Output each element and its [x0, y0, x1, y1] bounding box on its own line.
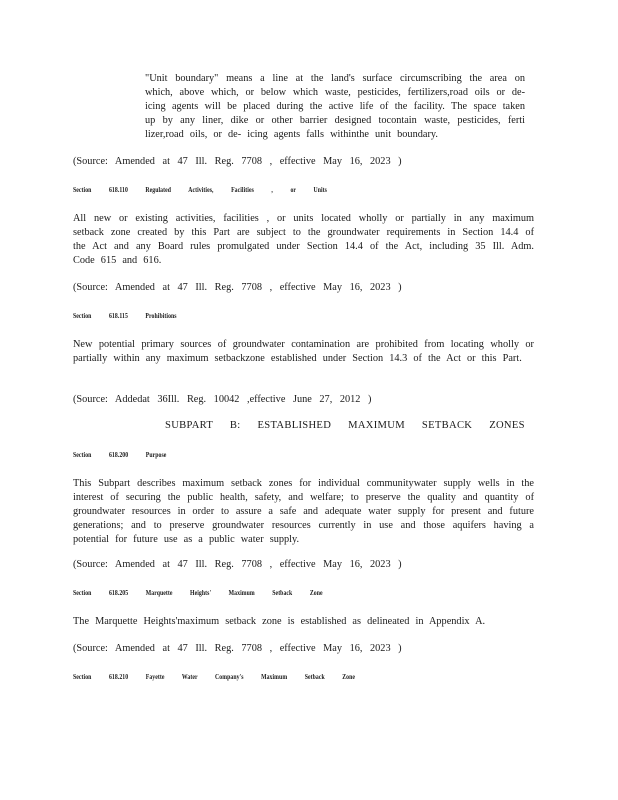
- section-heading-618-110: Section 618.110 Regulated Activities, Facilities , or Units: [73, 186, 327, 194]
- source-note: (Source: Amended at 47 Ill. Reg. 7708 , effective May 16, 2023 ): [73, 156, 402, 167]
- section-body-618-205: The Marquette Heights'maximum setback zone is established as delineated in Appendix A.: [73, 616, 486, 627]
- section-heading-618-205: Section 618.205 Marquette Heights' Maximum Setback Zone: [73, 589, 323, 597]
- source-note: (Source: Amended at 47 Ill. Reg. 7708 , effective May 16, 2023 ): [73, 282, 402, 293]
- section-body-618-200: This Subpart describes maximum setback zones for individual communitywater supply wells in the interest of securing the public health, safety, and welfare; to preserve the quality and quantity of groundwater resources in order to assure a safe and adequate water supply for present and future generations; and to preserve groundwater resources currently in use and those aquifers having a potential for future use as a public water supply.: [73, 478, 534, 545]
- section-body-618-115: New potential primary sources of groundwater contamination are prohibited from locating wholly or partially within any maximum setbackzone established under Section 14.3 of the Act or this Part.: [73, 339, 534, 364]
- source-note: (Source: Amended at 47 Ill. Reg. 7708 , effective May 16, 2023 ): [73, 559, 402, 570]
- section-heading-618-115: Section 618.115 Prohibitions: [73, 312, 177, 320]
- unit-boundary-definition: "Unit boundary" means a line at the land's surface circumscribing the area on which, above which, or below which waste, pesticides, fertilizers,road oils or de-icing agents will be placed during the active life of the facility. The space taken up by any liner, dike or other barrier designed tocontain waste, pesticides, ferti lizer,road oils, or de- icing agents falls withinthe unit boundary.: [145, 73, 525, 140]
- section-body-618-110: All new or existing activities, facilities , or units located wholly or partially in any maximum setback zone created by this Part are subject to the groundwater requirements in Section 14.4 of the Act and any Board rules promulgated under Section 14.4 of the Act, including 35 Ill. Adm. Code 615 and 616.: [73, 213, 534, 266]
- source-note: (Source: Amended at 47 Ill. Reg. 7708 , effective May 16, 2023 ): [73, 643, 402, 654]
- source-note: (Source: Addedat 36Ill. Reg. 10042 ,effective June 27, 2012 ): [73, 394, 372, 405]
- section-heading-618-210: Section 618.210 Fayette Water Company's Maximum Setback Zone: [73, 673, 356, 681]
- subpart-heading: SUBPART B: ESTABLISHED MAXIMUM SETBACK ZONES: [165, 420, 525, 431]
- section-heading-618-200: Section 618.200 Purpose: [73, 451, 167, 459]
